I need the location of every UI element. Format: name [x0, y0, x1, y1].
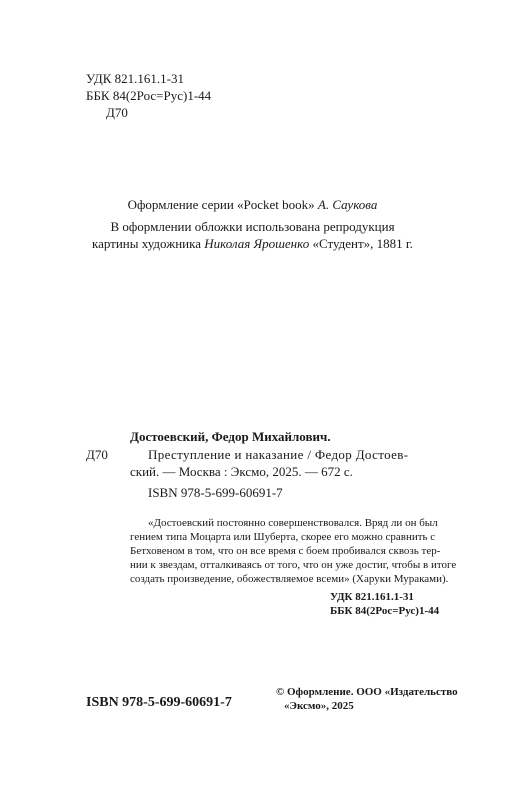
author-mark-top: Д70 — [106, 105, 128, 120]
quote-line: гением типа Моцарта или Шуберта, скорее его можно сравнить с — [130, 531, 436, 543]
copyright-line2: «Эксмо», 2025 — [284, 700, 354, 712]
quote-line: нии к звездам, отталкиваясь от того, что он уже достиг, чтобы в итоге — [130, 559, 457, 571]
udk-code-top: УДК 821.161.1-31 — [86, 71, 185, 86]
series-designer-name: А. Саукова — [317, 197, 378, 212]
series-design-prefix: Оформление серии «Pocket book» — [127, 197, 315, 212]
cover-artist-name: Николая Ярошенко — [204, 236, 310, 251]
cover-note-line2 — [0, 235, 505, 252]
cover-note-line1: В оформлении обложки использована репродукция — [110, 219, 395, 234]
annotation-quote — [130, 516, 457, 586]
catalog-author: Достоевский, Федор Михайлович. — [130, 429, 331, 444]
bbk-code-bottom: ББК 84(2Рос=Рус)1-44 — [330, 605, 440, 617]
copyright-line1: © Оформление. ООО «Издательство — [276, 686, 458, 698]
footer-isbn: ISBN 978-5-699-60691-7 — [86, 695, 232, 710]
catalog-author-mark: Д70 — [86, 447, 108, 462]
catalog-title-line: Преступление и наказание / Федор Достоев- — [148, 447, 409, 462]
quote-line: создать произведение, обожествляемое всеми» (Харуки Мураками). — [130, 573, 449, 585]
udk-code-bottom: УДК 821.161.1-31 — [330, 591, 414, 603]
catalog-isbn: ISBN 978-5-699-60691-7 — [148, 485, 283, 500]
catalog-imprint-line: ский. — Москва : Эксмо, 2025. — 672 с. — [130, 464, 353, 479]
series-design-credit — [0, 196, 505, 213]
cover-note-suffix: «Студент», 1881 г. — [312, 236, 414, 251]
bbk-code-top: ББК 84(2Рос=Рус)1-44 — [86, 88, 212, 103]
cover-note-prefix: картины художника — [91, 236, 202, 251]
quote-line: Бетховеном в том, что он все время с боем пробивался сквозь тер- — [130, 545, 441, 557]
quote-line: «Достоевский постоянно совершенствовался. Вряд ли он был — [148, 517, 438, 529]
